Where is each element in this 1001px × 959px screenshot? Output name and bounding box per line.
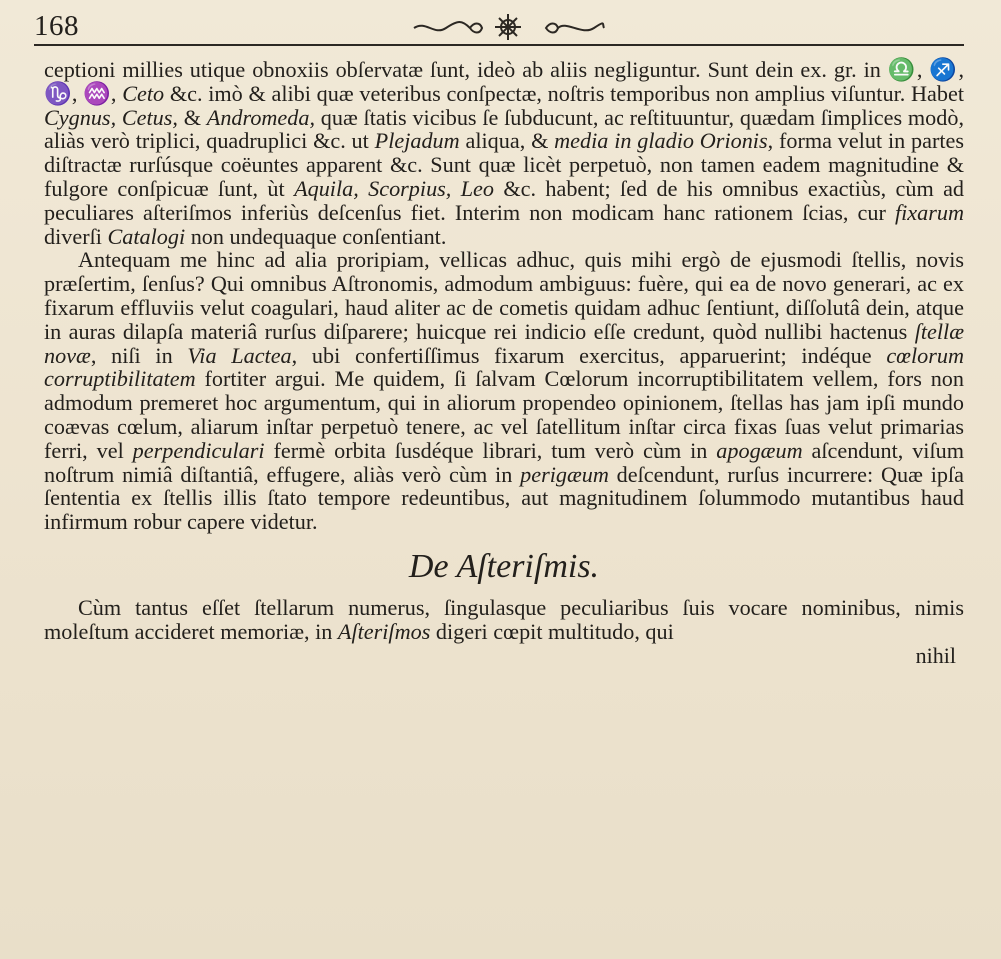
ornament-icon [410, 12, 606, 42]
page-number: 168 [34, 10, 79, 42]
paragraph-3 [44, 596, 964, 644]
text-span: fermè orbita ſusdéque librari, tum verò cùm in [264, 437, 717, 463]
text-span: diverſi [44, 223, 108, 249]
text-span: aliqua, & [459, 128, 555, 154]
text-span: &c. imò & alibi quæ veteribus conſpectæ, noſtris temporibus non amplius viſuntur. Habet [164, 80, 964, 106]
text-span: ceptioni millies utique obnoxiis obſervatæ ſunt, ideò ab aliis negliguntur. Sunt dein ex. gr. in ♎, ♐, ♑, ♒, [44, 57, 964, 106]
italic-span: Cygnus, Cetus, [44, 104, 178, 130]
paragraph-2 [44, 248, 964, 534]
paragraph-1 [44, 58, 964, 248]
text-span: , ubi confertiſſimus fixarum exercitus, apparuerint; indéque [291, 342, 887, 368]
italic-span: Aſteriſmos [337, 618, 431, 644]
text-span: Antequam me hinc ad alia proripiam, vellicas adhuc, quis mihi ergò de ejusmodi ſtellis, novis præſertim, ſenſus? Qui omnibus Aſtronomis, admodum ambiguus: fuère, qui ea de novo generari, ac ex fixarum effluviis velut coagulari, haud aliter ac de cometis quidam adhuc ſentiunt, diſſolutâ dein, atque in auras dilapſa materiâ rurſus diſparere; huicque rei indicio eſſe credunt, quòd nullibi hactenus [44, 247, 964, 344]
text-span: & [177, 104, 207, 130]
italic-span: fixarum [894, 199, 964, 225]
italic-span: Via Lactea [187, 342, 292, 368]
italic-span: cœlorum corruptibilitatem [44, 342, 964, 392]
main-text [44, 58, 964, 667]
italic-span: perigæum [520, 461, 609, 487]
text-span: &c. habent; ſed de his omnibus exactiùs, cùm ad peculiares aſteriſmos inferiùs deſcenſus fiet. Interim non modicam hanc rationem ſcias, cur [44, 175, 965, 225]
text-span: Cùm tantus eſſet ſtellarum numerus, ſingulasque peculiaribus ſuis vocare nominibus, nimis moleſtum accideret memoriæ, in [44, 594, 964, 644]
text-span: deſcendunt, rurſus incurrere: Quæ ipſa ſententia ex ſtellis illis ſtato tempore redeuntibus, aut magnitudinem ſolummodo mutantibus haud infirmum robur capere videtur. [44, 461, 964, 535]
italic-span: Plejadum [374, 128, 460, 154]
italic-span: media in gladio Orionis [554, 128, 768, 154]
text-span: , forma velut in partes diſtractæ rurſúsque coëuntes apparent &c. Sunt quæ licèt perpetuò, non tamen eadem magnitudine & fulgore conſpicuæ ſunt, ùt [44, 128, 964, 201]
italic-span: Catalogi [107, 223, 186, 249]
italic-span: Ceto [122, 80, 165, 106]
text-span: digeri cœpit multitudo, qui [430, 618, 674, 644]
italic-span: ſtellæ novæ [44, 318, 964, 368]
catchword: nihil [915, 642, 956, 668]
text-span: aſcendunt, viſum noſtrum nimiâ diſtantiâ, effugere, aliàs verò cùm in [44, 437, 964, 487]
text-span: non undequaque conſentiant. [185, 223, 447, 249]
text-span: , niſi in [90, 342, 188, 368]
italic-span: perpendiculari [132, 437, 265, 463]
page-header [34, 10, 964, 50]
header-rule [34, 44, 964, 46]
italic-span: apogæum [716, 437, 803, 463]
text-span: quæ ſtatis vicibus ſe ſubducunt, ac reſtituuntur, quædam ſimplices modò, aliàs verò triplici, quadruplici &c. ut [44, 104, 964, 154]
text-span: fortiter argui. Me quidem, ſi ſalvam Cœlorum incorruptibilitatem vellem, fors non admodum premeret hoc argumentum, qui in aliorum propendeo opinionem, ſtellas has jam ipſi mundo coævas cœlum, aliarum inſtar perpetuò tenere, ac vel ſatellitum inſtar circa fixas ſuas velut primarias ferri, vel [44, 366, 964, 463]
catchword-line [44, 644, 964, 668]
section-heading: De Aſteriſmis. [408, 547, 600, 585]
italic-span: Aquila, Scorpius, Leo [294, 175, 494, 201]
italic-span: Andromeda, [206, 104, 316, 130]
